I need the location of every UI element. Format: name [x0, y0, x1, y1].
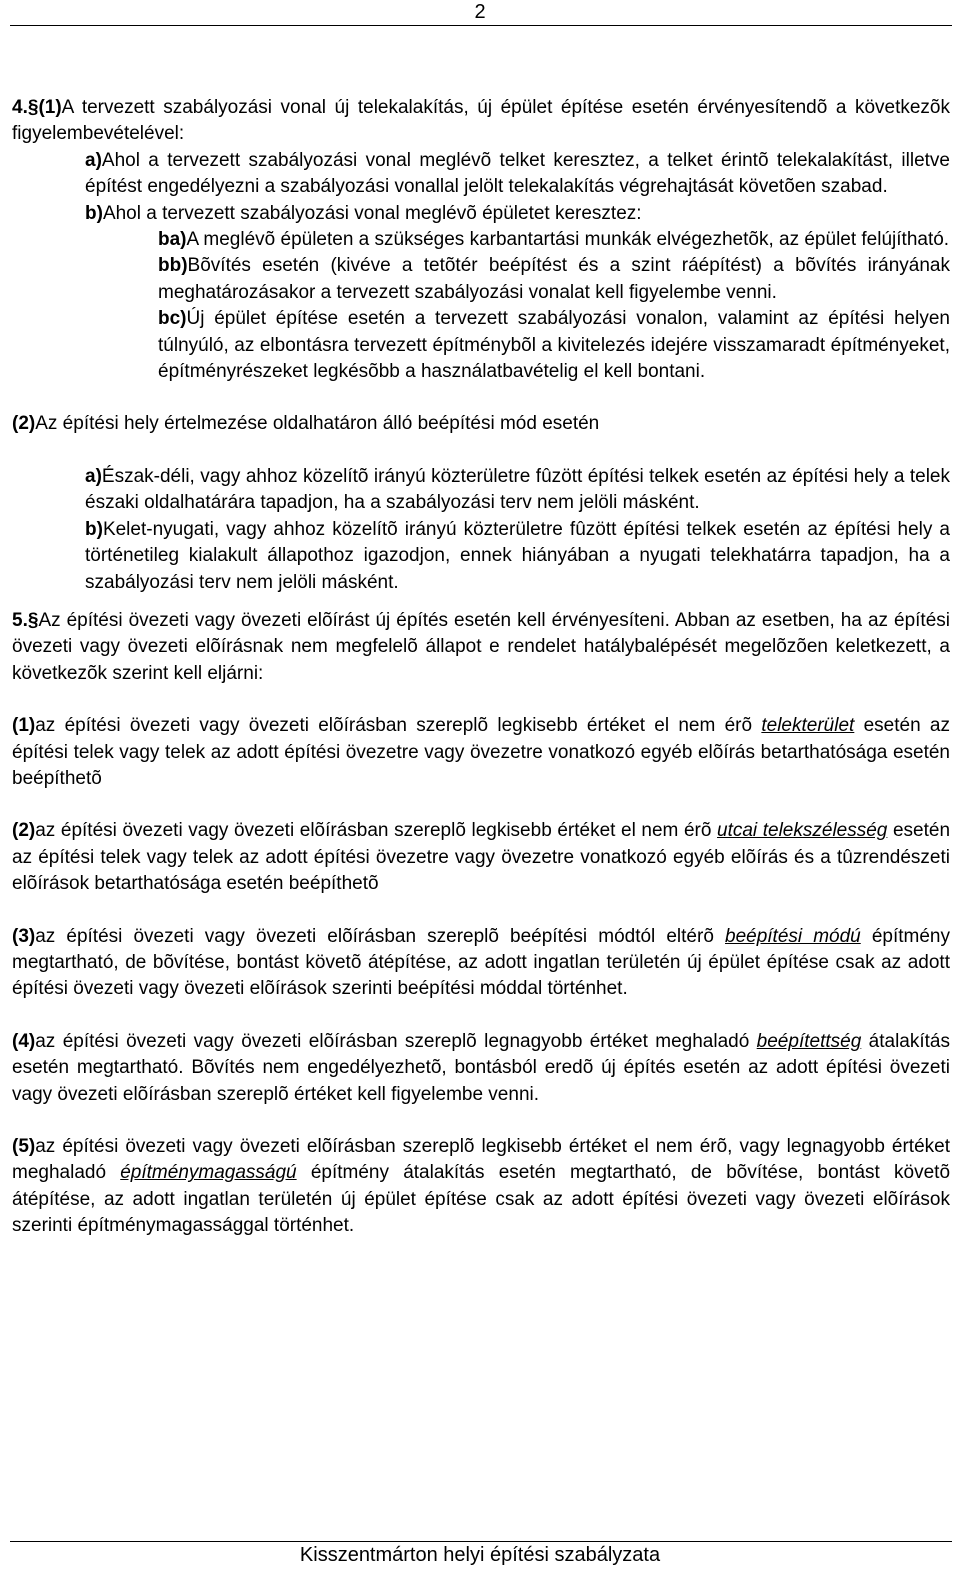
s5-p3-term: beépítési módú: [725, 925, 861, 947]
s5-intro-text: Az építési övezeti vagy övezeti elõírást új építés esetén kell érvényesíteni. Abban az esetben, ha az építési övezeti vagy övezeti elõírásnak nem megfelelõ állapot e rendelet hatálybalépését megelõzõen keletkezett, a következõk szerint kell eljárni:: [12, 609, 950, 684]
s5-p1-term: telekterület: [761, 715, 855, 737]
s5-section-sign: §: [27, 609, 39, 631]
s4-ba-text: A meglévõ épületen a szükséges karbantartási munkák elvégezhetõk, az épület felújítható.: [186, 229, 950, 251]
s5-p4-pre: az építési övezeti vagy övezeti elõírásban szereplõ legnagyobb értéket meghaladó: [35, 1030, 757, 1052]
s5-p5-pre: az építési övezeti vagy övezeti elõírásban szereplõ legkisebb értéket el nem érõ, vagy legnagyobb értéket meghaladó: [12, 1136, 950, 1184]
s4-p2-text: Az építési hely értelmezése oldalhatáron álló beépítési mód esetén: [35, 413, 600, 435]
s4-point-a: [12, 148, 950, 201]
s5-p3-pre: az építési övezeti vagy övezeti elõírásban szereplõ beépítési módtól eltérõ: [35, 925, 725, 947]
s4-point-bc: [12, 306, 950, 385]
s5-p5-term: építménymagasságú: [120, 1162, 297, 1184]
s4-bc-label: bc): [158, 308, 187, 330]
s4-bb-label: bb): [158, 255, 188, 277]
s5-paragraph-3: [12, 924, 950, 1003]
s4-p2a-label: a): [85, 465, 102, 487]
s5-number: 5.: [12, 609, 28, 631]
s4-p2b-text: Kelet-nyugati, vagy ahhoz közelítõ irányú közterületre fûzött építési telkek esetén az építési hely a történetileg kialakult állapothoz igazodjon, ennek hiányában a nyugati telekhatárra tapadjon, ha a szabályozási terv nem jelöli másként.: [85, 518, 950, 593]
s4-b-label: b): [85, 202, 103, 224]
header-rule: [10, 25, 952, 26]
s5-paragraph-2: [12, 818, 950, 897]
s5-paragraph-4: [12, 1029, 950, 1108]
s4-p1-text: A tervezett szabályozási vonal új telekalakítás, új épület építése esetén érvényesítendõ a következõk figyelembevételével:: [12, 97, 950, 145]
s4-bb-text: Bõvítés esetén (kivéve a tetõtér beépítést és a szint ráépítést) a bõvítés irányának meghatározásakor a tervezett szabályozási vonalat kell figyelembe venni.: [158, 255, 950, 303]
footer-title: Kisszentmárton helyi építési szabályzata: [299, 1544, 661, 1566]
s5-p4-post: átalakítás esetén megtartható. Bõvítés nem engedélyezhetõ, bontásból eredõ új építés esetén az adott építési övezeti vagy övezeti elõírásban szereplõ értéket kell figyelembe venni.: [12, 1030, 950, 1105]
s5-p3-post: építmény megtartható, de bõvítése, bontást követõ átépítése, az adott ingatlan területén új épület építése csak az adott építési övezeti vagy övezeti elõírások szerinti beépítési móddal történhet.: [12, 925, 950, 1000]
s5-p2-post: esetén az építési telek vagy telek az adott építési övezetre vagy övezetre vonatkozó egyéb elõírás és a tûzrendészeti elõírások betarthatósága esetén beépíthetõ: [12, 820, 951, 895]
s5-p1-post: esetén az építési telek vagy telek az adott építési övezetre vagy övezetre vonatkozó egyéb elõírás betarthatósága esetén beépíthetõ: [12, 715, 950, 789]
s5-p4-label: (4): [12, 1030, 36, 1052]
s4-p2-point-b: [12, 517, 950, 596]
s4-point-bb: [12, 253, 950, 306]
s4-point-b: [12, 201, 950, 227]
s5-p4-term: beépítettség: [756, 1030, 862, 1052]
s5-intro: [12, 608, 950, 687]
s5-p3-label: (3): [12, 925, 36, 947]
s4-p2b-label: b): [85, 518, 103, 540]
s4-number: 4.: [12, 97, 28, 118]
s5-p2-term: utcai telekszélesség: [717, 820, 888, 842]
page-number: 2: [474, 1, 486, 23]
s5-paragraph-1: [12, 713, 950, 792]
s4-p2a-text: Észak-déli, vagy ahhoz közelítõ irányú közterületre fûzött építési telkek esetén az építési hely a telek északi oldalhatárára tapadjon, ha a szabályozási terv nem jelöli másként.: [85, 465, 950, 514]
s4-ba-label: ba): [158, 229, 187, 251]
s5-paragraph-5: [12, 1134, 950, 1240]
s5-p2-label: (2): [12, 820, 36, 842]
s4-p2-label: (2): [12, 413, 36, 435]
s4-a-text: Ahol a tervezett szabályozási vonal meglévõ telket keresztez, a telket érintõ telekalakítást, illetve építést engedélyezni a szabályozási vonallal jelölt telekalakítás végrehajtását követõen szabad.: [85, 149, 950, 198]
s4-paragraph-1: [12, 95, 950, 148]
s4-p1-label: (1): [38, 97, 62, 118]
document-body: [12, 95, 950, 1240]
s4-point-ba: [12, 227, 950, 253]
s5-p1-pre: az építési övezeti vagy övezeti elõírásban szereplõ legkisebb értéket el nem érõ: [35, 715, 762, 737]
s4-section-sign: §: [27, 97, 39, 118]
s4-a-label: a): [85, 149, 102, 171]
s4-bc-text: Új épület építése esetén a tervezett szabályozási vonalon, valamint az építési helyen túlnyúló, az elbontásra tervezett építménybõl a kivitelezés idejére visszamaradt építményeket, építményrészeket legkésõbb a használatbavételig el kell bontani.: [158, 308, 950, 383]
s5-p2-pre: az építési övezeti vagy övezeti elõírásban szereplõ legkisebb értéket el nem érõ: [35, 820, 718, 842]
s4-paragraph-2: [12, 411, 950, 437]
s4-p2-point-a: [12, 464, 950, 517]
s5-p5-label: (5): [12, 1136, 36, 1157]
s5-p5-post: építmény átalakítás esetén megtartható, de bõvítése, bontást követõ átépítése, az adott ingatlan területén új épület építése csak az adott építési övezeti vagy övezeti elõírások szerinti építménymagassággal történhet.: [12, 1162, 951, 1237]
s4-b-text: Ahol a tervezett szabályozási vonal meglévõ épületet keresztez:: [102, 202, 642, 224]
s5-p1-label: (1): [12, 715, 36, 737]
